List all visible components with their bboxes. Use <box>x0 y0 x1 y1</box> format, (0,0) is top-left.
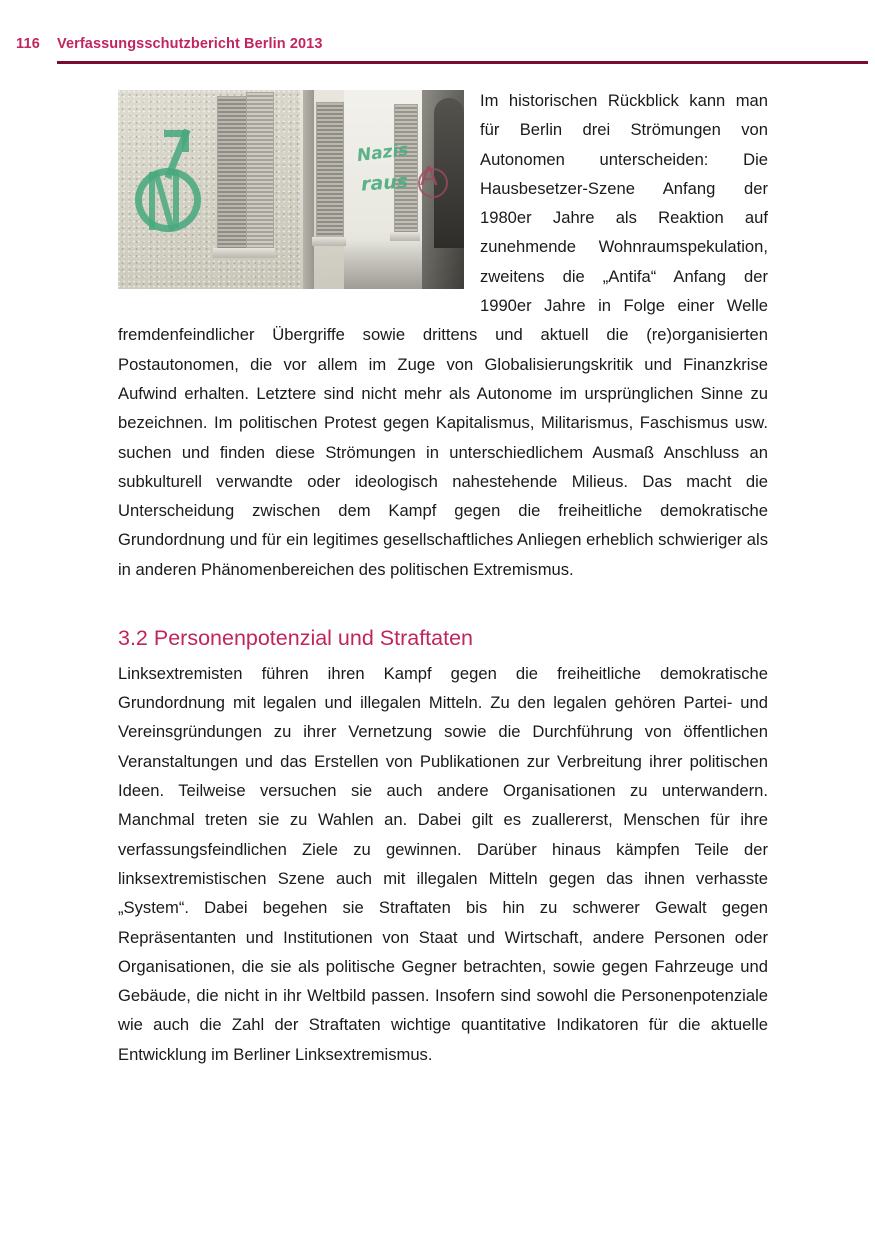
photo-window-sill <box>213 248 275 258</box>
photo-window-sill <box>312 237 346 246</box>
page-header <box>0 36 875 66</box>
graffiti-anarchy-letter: A <box>420 162 438 192</box>
body-paragraph-2: Linksextremisten führen ihren Kampf gegen die freiheitliche demokratische Grundordnung mit legalen und illegalen Mitteln. Zu den legalen gehören Partei- und Vereinsgründungen zu ihrer Vernetzung sowie die Durchführung von öffentlichen Veranstaltungen und das Erstellen von Publikationen zur Verbreitung ihrer politischen Ideen. Teilweise versuchen sie auch andere Organisationen zu unterwandern. Manchmal treten sie zu Wahlen an. Dabei gilt es zuallererst, Menschen für ihre verfassungsfeindlichen Ziele zu gewinnen. Darüber hinaus kämpfen Teile der linksextremistischen Szene auch mit illegalen Mitteln gegen das ihnen verhasste „System“. Dabei begehen sie Straftaten bis hin zu schwerer Gewalt gegen Repräsentanten und Institutionen von Staat und Wirtschaft, andere Personen oder Organisationen, die sie als politische Gegner betrachten, sowie gegen Fahrzeuge und Gebäude, die nicht in ihr Weltbild passen. Insofern sind sowohl die Personenpotenziale wie auch die Zahl der Straftaten wichtige quantitative Indikatoren für die aktuelle Entwicklung im Berliner Linksextremismus. <box>118 663 768 1064</box>
section-heading-3-2: 3.2 Personenpotenzial und Straftaten <box>118 626 474 651</box>
photo-window-shutter <box>394 104 418 234</box>
photo-window-shutter <box>316 102 344 239</box>
header-divider-rule <box>57 61 868 64</box>
photo-window-shutter <box>217 96 247 250</box>
header-title: Verfassungsschutzbericht Berlin 2013 <box>57 36 323 52</box>
graffiti-mars-arrow-head-icon <box>182 130 189 152</box>
section-heading-block <box>118 584 768 659</box>
body-paragraph-1: Im historischen Rückblick kann man für Berlin drei Strömungen von Autonomen unterscheiden: Die Hausbesetzer-Szene Anfang der 1980er Jahre als Reaktion auf zunehmende Wohnraumspekulation, zweitens die „Antifa“ Anfang der 1990er Jahre in Folge einer Welle fremdenfeindlicher Übergriffe sowie drittens und aktuell die (re)organisierten Postautonomen, die vor allem im Zuge von Globalisierungskritik und Finanzkrise Aufwind erhalten. Letztere sind nicht mehr als Autonome im ursprünglichen Sinne zu bezeichnen. Im politischen Protest gegen Kapitalismus, Militarismus, Faschismus usw. suchen und finden diese Strömungen in unterschiedlichem Ausmaß Anschluss an subkulturell verwandte oder ideologisch nahestehende Milieus. Das macht die Unterscheidung zwischen dem Kampf gegen die freiheitliche demokratische Grundordnung und für ein legitimes gesellschaftliches Anliegen erheblich schwieriger als in anderen Phänomenbereichen des politischen Extremismus. <box>118 91 768 579</box>
photo-pillar <box>303 90 314 289</box>
graffiti-letter-n-stroke <box>173 170 179 228</box>
photo-window-shutter <box>246 92 274 252</box>
photo-shadow <box>344 240 422 289</box>
page-content <box>118 86 768 1069</box>
page-number: 116 <box>16 36 40 52</box>
graffiti-text-raus: raus <box>360 170 409 196</box>
graffiti-photo <box>118 90 464 289</box>
graffiti-text-nazis: Nazis <box>355 139 410 167</box>
